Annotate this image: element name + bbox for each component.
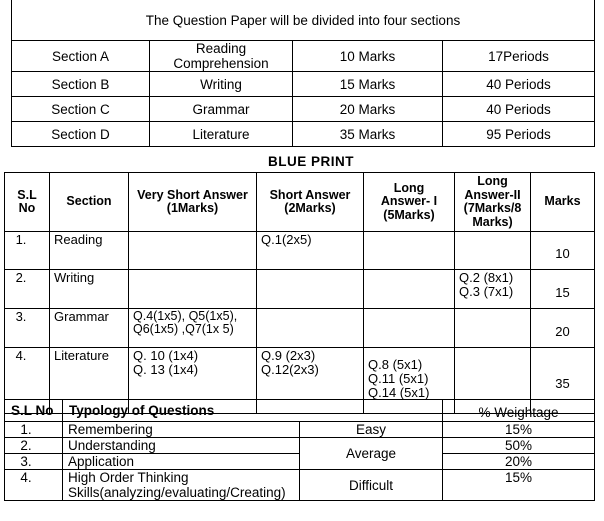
header-line: (7Marks/8 bbox=[463, 201, 522, 215]
row-section: Writing bbox=[50, 270, 129, 309]
typology-table bbox=[4, 399, 595, 501]
section-periods: 40 Periods bbox=[443, 72, 595, 97]
question-ref: Q.11 (5x1) bbox=[368, 371, 429, 386]
table-row bbox=[12, 72, 595, 97]
header-line: Answer- I bbox=[380, 194, 438, 209]
row-weightage: 20% bbox=[443, 454, 595, 470]
section-label: Section D bbox=[12, 122, 150, 147]
section-marks: 15 Marks bbox=[293, 72, 443, 97]
blueprint-title: BLUE PRINT bbox=[268, 154, 354, 169]
section-marks: 20 Marks bbox=[293, 97, 443, 122]
row-la2 bbox=[455, 232, 531, 270]
typology-line: High Order Thinking bbox=[68, 470, 189, 485]
row-la1 bbox=[364, 309, 455, 348]
section-periods: 17Periods bbox=[443, 41, 595, 72]
blueprint-header-row bbox=[5, 173, 595, 232]
row-la1 bbox=[364, 270, 455, 309]
row-difficulty: Easy bbox=[300, 422, 443, 438]
row-marks: 35 bbox=[531, 348, 595, 414]
header-line: Short Answer bbox=[269, 187, 351, 202]
sections-table bbox=[11, 0, 595, 147]
table-row bbox=[5, 438, 595, 454]
row-weightage: 50% bbox=[443, 438, 595, 454]
header-line: (1Marks) bbox=[166, 201, 219, 215]
row-typology: Application bbox=[63, 454, 300, 470]
section-periods: 95 Periods bbox=[443, 122, 595, 147]
header-line: No bbox=[18, 201, 36, 215]
row-section: Reading bbox=[50, 232, 129, 270]
header-line: Long bbox=[393, 180, 425, 195]
question-ref: Q. 10 (1x4) bbox=[133, 348, 199, 363]
question-ref: Q.14 (5x1) bbox=[368, 385, 430, 400]
row-la1 bbox=[364, 232, 455, 270]
section-marks: 10 Marks bbox=[293, 41, 443, 72]
row-sl: 1. bbox=[5, 232, 50, 270]
header-sl bbox=[5, 173, 50, 232]
row-typology bbox=[63, 470, 300, 501]
section-name-line: Reading bbox=[195, 41, 247, 56]
header-long-answer-1 bbox=[364, 173, 455, 232]
header-marks: Marks bbox=[531, 173, 595, 232]
section-label: Section B bbox=[12, 72, 150, 97]
section-name bbox=[150, 41, 293, 72]
row-vsa bbox=[129, 232, 257, 270]
row-marks: 10 bbox=[531, 232, 595, 270]
header-very-short-answer bbox=[129, 173, 257, 232]
row-weightage: 15% bbox=[443, 470, 595, 501]
row-la2 bbox=[455, 309, 531, 348]
table-row bbox=[5, 232, 595, 270]
typology-header-row bbox=[5, 400, 595, 422]
row-sl: 2. bbox=[5, 270, 50, 309]
row-sl: 2. bbox=[5, 438, 63, 454]
row-sa bbox=[257, 309, 364, 348]
header-weightage: % Weightage bbox=[443, 400, 595, 422]
header-short-answer bbox=[257, 173, 364, 232]
table-row bbox=[5, 270, 595, 309]
header-line: Very Short Answer bbox=[137, 187, 248, 202]
question-ref: Q.9 (2x3) bbox=[261, 348, 316, 363]
header-typology: Typology of Questions bbox=[63, 400, 443, 422]
section-name: Grammar bbox=[150, 97, 293, 122]
table-row bbox=[5, 309, 595, 348]
table-row bbox=[12, 41, 595, 72]
header-line: (5Marks) bbox=[383, 207, 435, 222]
header-line: Long bbox=[477, 174, 508, 188]
question-ref: Q6(1x5) ,Q7(1x 5) bbox=[133, 322, 234, 336]
row-marks: 15 bbox=[531, 270, 595, 309]
table-row bbox=[5, 422, 595, 438]
question-ref: Q.1(2x5) bbox=[261, 232, 312, 247]
table-row bbox=[12, 122, 595, 147]
header-section: Section bbox=[50, 173, 129, 232]
question-ref: Q. 13 (1x4) bbox=[133, 362, 199, 377]
table-row bbox=[5, 470, 595, 501]
header-line: S.L bbox=[17, 187, 37, 202]
row-sl: 4. bbox=[5, 348, 50, 414]
row-la2 bbox=[455, 270, 531, 309]
header-line: Marks) bbox=[472, 214, 513, 229]
row-sl: 3. bbox=[5, 454, 63, 470]
question-ref: Q.2 (8x1) bbox=[459, 270, 514, 285]
typology-line: Skills(analyzing/evaluating/Creating) bbox=[68, 485, 286, 500]
row-difficulty: Average bbox=[300, 438, 443, 470]
question-ref: Q.4(1x5), Q5(1x5), bbox=[133, 309, 238, 323]
row-difficulty: Difficult bbox=[300, 470, 443, 501]
row-section: Literature bbox=[50, 348, 129, 414]
section-name: Literature bbox=[150, 122, 293, 147]
header-long-answer-2 bbox=[455, 173, 531, 232]
row-typology: Understanding bbox=[63, 438, 300, 454]
row-section: Grammar bbox=[50, 309, 129, 348]
section-marks: 35 Marks bbox=[293, 122, 443, 147]
row-typology: Remembering bbox=[63, 422, 300, 438]
row-sl: 3. bbox=[5, 309, 50, 348]
section-name: Writing bbox=[150, 72, 293, 97]
section-name-line: Comprehension bbox=[173, 56, 269, 71]
row-weightage: 15% bbox=[443, 422, 595, 438]
sections-heading: The Question Paper will be divided into four sections bbox=[12, 0, 595, 41]
section-label: Section C bbox=[12, 97, 150, 122]
question-ref: Q.3 (7x1) bbox=[459, 284, 514, 299]
row-vsa bbox=[129, 309, 257, 348]
header-sl-no: S.L No bbox=[5, 400, 63, 422]
section-periods: 40 Periods bbox=[443, 97, 595, 122]
row-vsa bbox=[129, 270, 257, 309]
question-ref: Q.8 (5x1) bbox=[368, 357, 423, 372]
row-sl: 4. bbox=[5, 470, 63, 501]
row-sa bbox=[257, 232, 364, 270]
header-line: (2Marks) bbox=[284, 201, 336, 215]
row-marks: 20 bbox=[531, 309, 595, 348]
row-sl: 1. bbox=[5, 422, 63, 438]
blueprint-table bbox=[4, 172, 595, 414]
header-line: Answer-II bbox=[464, 187, 521, 202]
question-ref: Q.12(2x3) bbox=[261, 362, 319, 377]
table-row bbox=[12, 97, 595, 122]
row-sa bbox=[257, 270, 364, 309]
section-label: Section A bbox=[12, 41, 150, 72]
